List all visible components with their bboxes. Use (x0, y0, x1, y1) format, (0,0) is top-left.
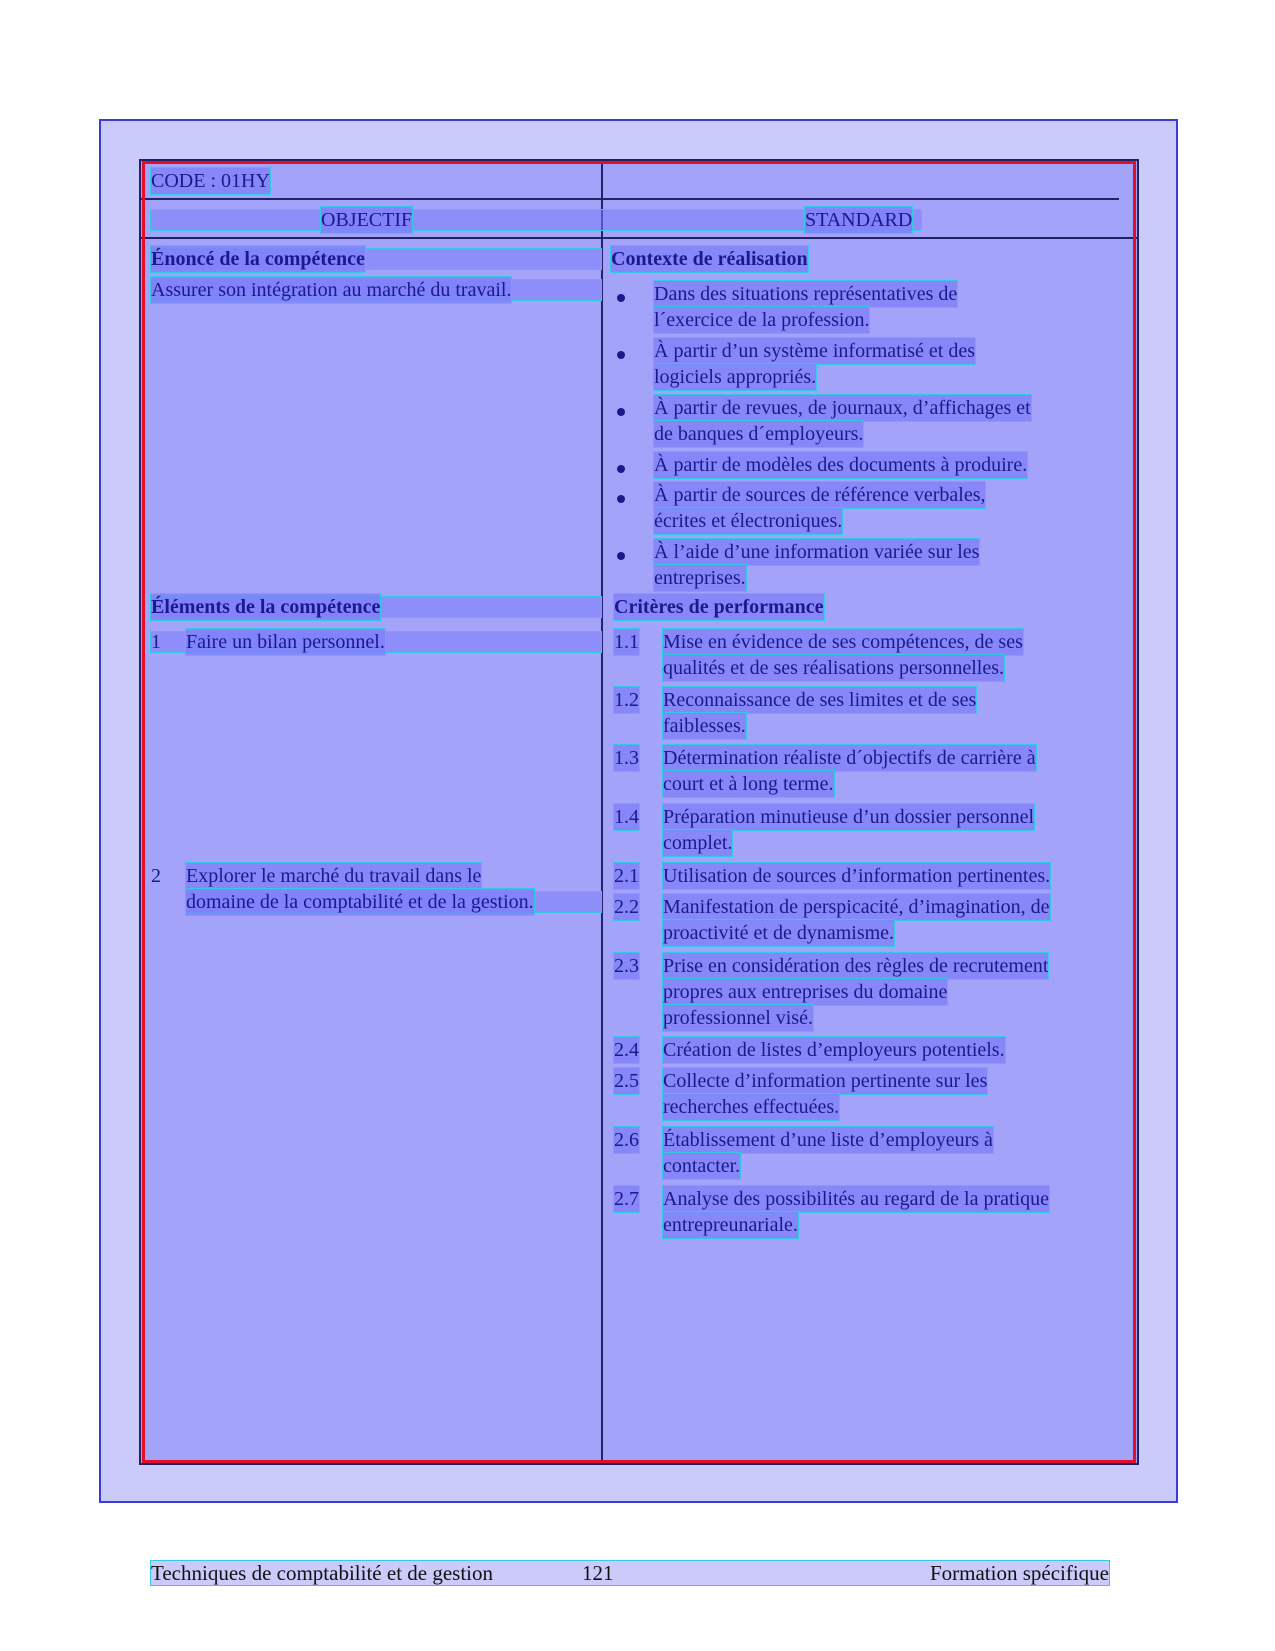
critere-line: Création de listes d’employeurs potentiels. (663, 1039, 1005, 1061)
critere-line: Manifestation de perspicacité, d’imagination, de (663, 896, 1050, 918)
critere-number: 2.1 (614, 865, 639, 887)
elements-title: Éléments de la compétence (151, 596, 381, 618)
column-divider (601, 160, 603, 1465)
critere-line: propres aux entreprises du domaine (663, 981, 948, 1003)
critere-line: Utilisation de sources d’information pertinentes. (663, 865, 1051, 887)
critere-line: Prise en considération des règles de recrutement (663, 955, 1049, 977)
criteres-title: Critères de performance (614, 596, 824, 618)
critere-line: recherches effectuées. (663, 1096, 840, 1118)
critere-line: Préparation minutieuse d’un dossier personnel (663, 806, 1035, 828)
critere-line: qualités et de ses réalisations personnelles. (663, 657, 1005, 679)
contexte-line: écrites et électroniques. (654, 510, 843, 532)
critere-number: 2.7 (614, 1188, 639, 1210)
contexte-title: Contexte de réalisation (611, 248, 808, 270)
critere-line: complet. (663, 832, 733, 854)
critere-line: entrepreunariale. (663, 1214, 798, 1236)
critere-number: 2.5 (614, 1070, 639, 1092)
column-objectif: OBJECTIF (321, 209, 413, 231)
critere-number: 1.4 (614, 806, 639, 828)
critere-line: Mise en évidence de ses compétences, de ses (663, 631, 1023, 653)
bullet-icon (617, 408, 625, 416)
critere-number: 2.4 (614, 1039, 639, 1061)
critere-line: faiblesses. (663, 715, 746, 737)
competence-code: CODE : 01HY (151, 170, 270, 192)
element-line: domaine de la comptabilité et de la gestion. (186, 891, 534, 913)
critere-number: 2.6 (614, 1129, 639, 1151)
contexte-line: À partir de revues, de journaux, d’affichages et (654, 397, 1031, 419)
row-divider-code (141, 198, 1119, 200)
bullet-icon (617, 495, 625, 503)
critere-number: 1.3 (614, 747, 639, 769)
bullet-icon (617, 465, 625, 473)
contexte-line: À partir de modèles des documents à produire. (654, 454, 1028, 476)
contexte-line: À l’aide d’une information variée sur les (654, 541, 980, 563)
critere-line: Établissement d’une liste d’employeurs à (663, 1129, 993, 1151)
contexte-line: logiciels appropriés. (654, 366, 817, 388)
column-standard: STANDARD (805, 209, 913, 231)
element-line: Explorer le marché du travail dans le (186, 865, 482, 887)
critere-line: professionnel visé. (663, 1007, 813, 1029)
critere-number: 1.1 (614, 631, 639, 653)
critere-line: contacter. (663, 1155, 741, 1177)
page-number: 121 (582, 1561, 614, 1585)
element-number: 1 (151, 631, 161, 653)
contexte-line: À partir de sources de référence verbales, (654, 484, 986, 506)
bullet-icon (617, 294, 625, 302)
critere-line: proactivité et de dynamisme. (663, 922, 895, 944)
critere-line: court et à long terme. (663, 773, 834, 795)
contexte-line: Dans des situations représentatives de (654, 283, 958, 305)
footer-program: Techniques de comptabilité et de gestion (151, 1561, 494, 1585)
critere-line: Collecte d’information pertinente sur les (663, 1070, 988, 1092)
bullet-icon (617, 552, 625, 560)
critere-line: Analyse des possibilités au regard de la pratique (663, 1188, 1049, 1210)
page-footer (151, 1561, 1109, 1585)
contexte-line: de banques d´employeurs. (654, 423, 864, 445)
critere-number: 1.2 (614, 689, 639, 711)
row-divider-header (141, 237, 1137, 239)
critere-number: 2.2 (614, 896, 639, 918)
element-line: Faire un bilan personnel. (186, 631, 385, 653)
contexte-line: À partir d’un système informatisé et des (654, 340, 976, 362)
contexte-line: entreprises. (654, 567, 746, 589)
critere-line: Détermination réaliste d´objectifs de carrière à (663, 747, 1036, 769)
bullet-icon (617, 351, 625, 359)
contexte-line: l´exercice de la profession. (654, 309, 870, 331)
enonce-title: Énoncé de la compétence (151, 248, 365, 270)
critere-line: Reconnaissance de ses limites et de ses (663, 689, 977, 711)
enonce-text: Assurer son intégration au marché du travail. (151, 279, 512, 301)
footer-section: Formation spécifique (929, 1561, 1109, 1585)
critere-number: 2.3 (614, 955, 639, 977)
element-number: 2 (151, 865, 161, 887)
